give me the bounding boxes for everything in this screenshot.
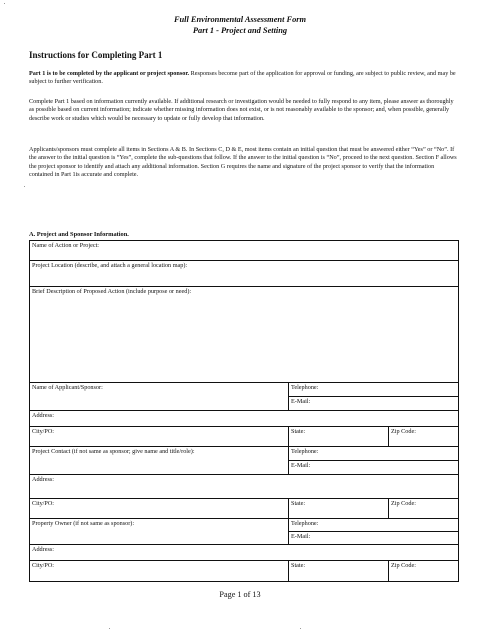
scan-speck <box>4 3 5 4</box>
scan-speck <box>24 186 25 187</box>
contact-address-label: Address: <box>32 476 54 483</box>
applicant-telephone-label: Telephone: <box>291 384 319 391</box>
instructions-p1-bold: Part 1 is to be completed by the applicant or project sponsor. <box>29 70 190 77</box>
row-project-location <box>30 261 458 287</box>
contact-city-field[interactable] <box>30 499 288 518</box>
contact-state-field[interactable] <box>288 499 388 518</box>
owner-address-field[interactable] <box>30 545 458 560</box>
applicant-email-field[interactable] <box>289 397 458 409</box>
instructions-title: Instructions for Completing Part 1 <box>29 50 163 60</box>
row-contact-city <box>30 499 458 519</box>
applicant-email-label: E-Mail: <box>291 398 311 405</box>
project-sponsor-form <box>29 240 459 582</box>
project-contact-details-cell <box>288 447 458 474</box>
row-applicant <box>30 383 458 411</box>
form-header <box>0 14 480 36</box>
instructions-paragraph-3: Applicants/sponsors must complete all items in Sections A & B. In Sections C, D & E, most items contain an initial question that must be answered either “Yes” or “No”. If the answer to the initial question is “Yes”, complete the sub-questions that follow. If the answer to the initial question is “No”, proceed to the next question. Section F allows the project sponsor to identify and attach any additional information. Section G requires the name and signature of the project sponsor to verify that the information contained in Part 1is accurate and complete. <box>29 146 457 178</box>
applicant-address-label: Address: <box>32 412 54 419</box>
owner-state-field[interactable] <box>288 561 388 581</box>
owner-city-label: City/PO: <box>32 562 55 569</box>
row-applicant-city <box>30 427 458 447</box>
applicant-zip-field[interactable] <box>388 427 458 446</box>
scan-speck <box>109 628 110 629</box>
applicant-city-field[interactable] <box>30 427 288 446</box>
row-project-contact <box>30 447 458 475</box>
property-owner-label: Property Owner (if not same as sponsor): <box>32 520 135 527</box>
applicant-state-field[interactable] <box>288 427 388 446</box>
project-location-field[interactable] <box>30 261 458 286</box>
row-brief-description <box>30 287 458 383</box>
applicant-telephone-field[interactable] <box>289 383 458 397</box>
scan-speck <box>300 628 301 629</box>
applicant-state-label: State: <box>291 428 306 435</box>
contact-email-label: E-Mail: <box>291 462 311 469</box>
property-owner-field[interactable] <box>30 519 288 544</box>
applicant-name-label: Name of Applicant/Sponsor: <box>32 384 103 391</box>
contact-address-field[interactable] <box>30 475 458 498</box>
name-of-action-label: Name of Action or Project: <box>32 242 100 249</box>
row-contact-address <box>30 475 458 499</box>
row-property-owner <box>30 519 458 545</box>
applicant-name-field[interactable] <box>30 383 288 410</box>
brief-description-label: Brief Description of Proposed Action (include purpose or need): <box>32 288 192 295</box>
owner-zip-label: Zip Code: <box>391 562 416 569</box>
section-a-title: A. Project and Sponsor Information. <box>29 231 129 238</box>
owner-email-label: E-Mail: <box>291 533 311 540</box>
page-number: Page 1 of 13 <box>219 590 261 599</box>
owner-address-label: Address: <box>32 546 54 553</box>
applicant-contact-cell <box>288 383 458 410</box>
name-of-action-field[interactable] <box>30 241 458 260</box>
form-title: Full Environmental Assessment Form <box>173 15 307 24</box>
owner-telephone-field[interactable] <box>289 519 458 532</box>
contact-telephone-field[interactable] <box>289 447 458 461</box>
row-owner-city <box>30 561 458 581</box>
contact-zip-label: Zip Code: <box>391 500 416 507</box>
owner-telephone-label: Telephone: <box>291 520 319 527</box>
contact-zip-field[interactable] <box>388 499 458 518</box>
contact-telephone-label: Telephone: <box>291 448 319 455</box>
contact-email-field[interactable] <box>289 461 458 473</box>
row-owner-address <box>30 545 458 561</box>
applicant-city-label: City/PO: <box>32 428 55 435</box>
instructions-paragraph-2: Complete Part 1 based on information currently available. If additional research or investigation would be needed to fully respond to any item, please answer as thoroughly as possible based on current information; indicate whether missing information does not exist, or is not reasonably available to the sponsor; and, when possible, generally describe work or studies which would be necessary to update or fully develop that information. <box>29 98 454 122</box>
part-title: Part 1 - Project and Setting <box>192 26 288 35</box>
contact-city-label: City/PO: <box>32 500 55 507</box>
owner-contact-cell <box>288 519 458 544</box>
row-applicant-address <box>30 411 458 427</box>
row-name-of-action <box>30 241 458 261</box>
owner-email-field[interactable] <box>289 532 458 543</box>
project-location-label: Project Location (describe, and attach a general location map): <box>32 262 188 269</box>
project-contact-label: Project Contact (if not same as sponsor; give name and title/role): <box>32 448 195 455</box>
contact-state-label: State: <box>291 500 306 507</box>
owner-zip-field[interactable] <box>388 561 458 581</box>
brief-description-field[interactable] <box>30 287 458 382</box>
owner-city-field[interactable] <box>30 561 288 581</box>
instructions-paragraph-1 <box>29 70 457 87</box>
owner-state-label: State: <box>291 562 306 569</box>
instructions-p1-rest: Responses become part of the application for approval or funding, are subject to public review, and may be subject to further verification. <box>29 70 456 86</box>
applicant-address-field[interactable] <box>30 411 458 426</box>
project-contact-field[interactable] <box>30 447 288 474</box>
applicant-zip-label: Zip Code: <box>391 428 416 435</box>
